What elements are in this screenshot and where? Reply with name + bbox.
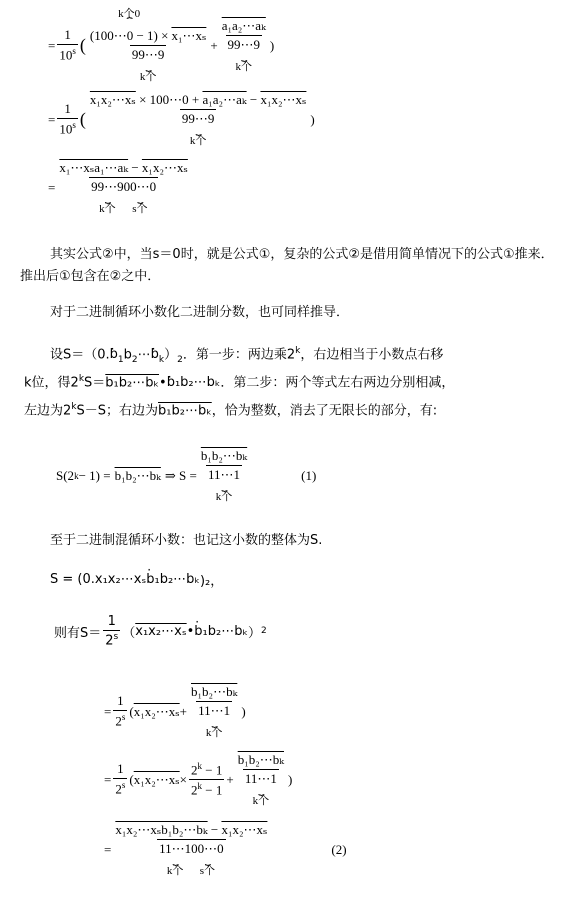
paragraph-3-line-3: 左边为$2^kS-S$；右边为b₁b₂⋯bₖ，恰为整数，消去了无限长的部分，有: bbox=[24, 402, 438, 419]
eq-s-def: S = (0.x₁x₂⋯xₛ · b₁b₂⋯bₖ )₂， bbox=[50, 570, 223, 589]
equation-tag-1: (1) bbox=[301, 467, 317, 483]
paragraph-1: 其实公式②中，当s＝0时，就是公式①，复杂的公式②是借用简单情况下的公式①推来．推出后①包含在②之中． bbox=[20, 247, 554, 284]
fraction-main-3: x₁⋯xₛa₁⋯aₖ − x₁x₂⋯xₛ 99⋯9 ⏟ k个 00⋯0 ⏟ s个 bbox=[59, 160, 188, 215]
paragraph-3: 设$S=(0.\cdot b_1b_2\cdots\cdot b_k)_2$．第一步：两边乘2$^k$，右边相当于小数点右移 bbox=[50, 340, 570, 371]
eq-line-3: = x₁⋯xₛa₁⋯aₖ − x₁x₂⋯xₛ 99⋯9 ⏟ k个 00⋯0 ⏟ s个 bbox=[48, 160, 188, 215]
fraction-main-2: x₁x₂⋯xₛ × 100⋯0 + a₁a₂⋯aₖ − x₁x₂⋯xₛ 99⋯9 ⏟ k个 bbox=[89, 92, 307, 147]
k-zero-brace: k个0 ⏞ (100⋯0 − 1) × bbox=[89, 8, 169, 43]
fraction-main-1: k个0 ⏞ (100⋯0 − 1) × x₁⋯xₛ 99⋯9 ⏟ k个 bbox=[89, 8, 207, 83]
paragraph-2: 对于二进制循环小数化二进制分数，也可同样推导． bbox=[50, 305, 350, 320]
equation-1: S(2 k − 1) = b₁b₂⋯bₖ ⇒ S = b₁b₂⋯bₖ 11⋯1 ⏟ k个 (1) bbox=[56, 448, 317, 503]
open-paren: ( bbox=[79, 35, 86, 55]
eq-then: 则有S＝ $\frac{1}{2^s}$ （ x₁x₂⋯xₛ • · b₁b₂⋯bₖ ） 2 bbox=[54, 614, 267, 648]
paragraph-4: 至于二进制混循环小数：也记这小数的整体为S. bbox=[50, 533, 323, 548]
eq-line-d: = x₁x₂⋯xₛb₁b₂⋯bₖ − x₁x₂⋯xₛ 11⋯1 ⏟ k个 00⋯0 ⏟ s个 (2) bbox=[104, 822, 347, 877]
eq-line-1: = $\frac{1}{10^s}$ ( k个0 ⏞ (100⋯0 − 1) × x₁⋯xₛ 99⋯9 ⏟ k个 + a₁a₂⋯aₖ 99⋯9 ⏟ k个 ) bbox=[48, 8, 275, 83]
fraction-a-over-nines: a₁a₂⋯aₖ 99⋯9 ⏟ k个 bbox=[221, 18, 266, 73]
fraction-1-over-10s: $\frac{1}{10^s}$ bbox=[59, 27, 76, 63]
equation-tag-2: (2) bbox=[331, 841, 347, 857]
paragraph-3-line-2: k位，得$2^kS=b_1b_2\cdots b_k•\cdot$ b₁b₂⋯bₖ．第二步：两个等式左右两边分别相减， bbox=[24, 368, 569, 394]
eq-line-2: = $\frac{1}{10^s}$ ( x₁x₂⋯xₛ × 100⋯0 + a₁a₂⋯aₖ − x₁x₂⋯xₛ 99⋯9 ⏟ k个 ) bbox=[48, 92, 315, 147]
eq-line-c: = $\frac{1}{2^s}$ ( x₁x₂⋯xₛ × $\frac{2^k - 1}{2^k - 1}$ + b₁b₂⋯bₖ 11⋯1 ⏟ k个 ) bbox=[104, 752, 293, 807]
eq-line-b: = $\frac{1}{2^s}$ ( x₁x₂⋯xₛ + b₁b₂⋯bₖ 11⋯1 ⏟ k个 ) bbox=[104, 684, 246, 739]
equals-sign: = bbox=[48, 37, 56, 53]
